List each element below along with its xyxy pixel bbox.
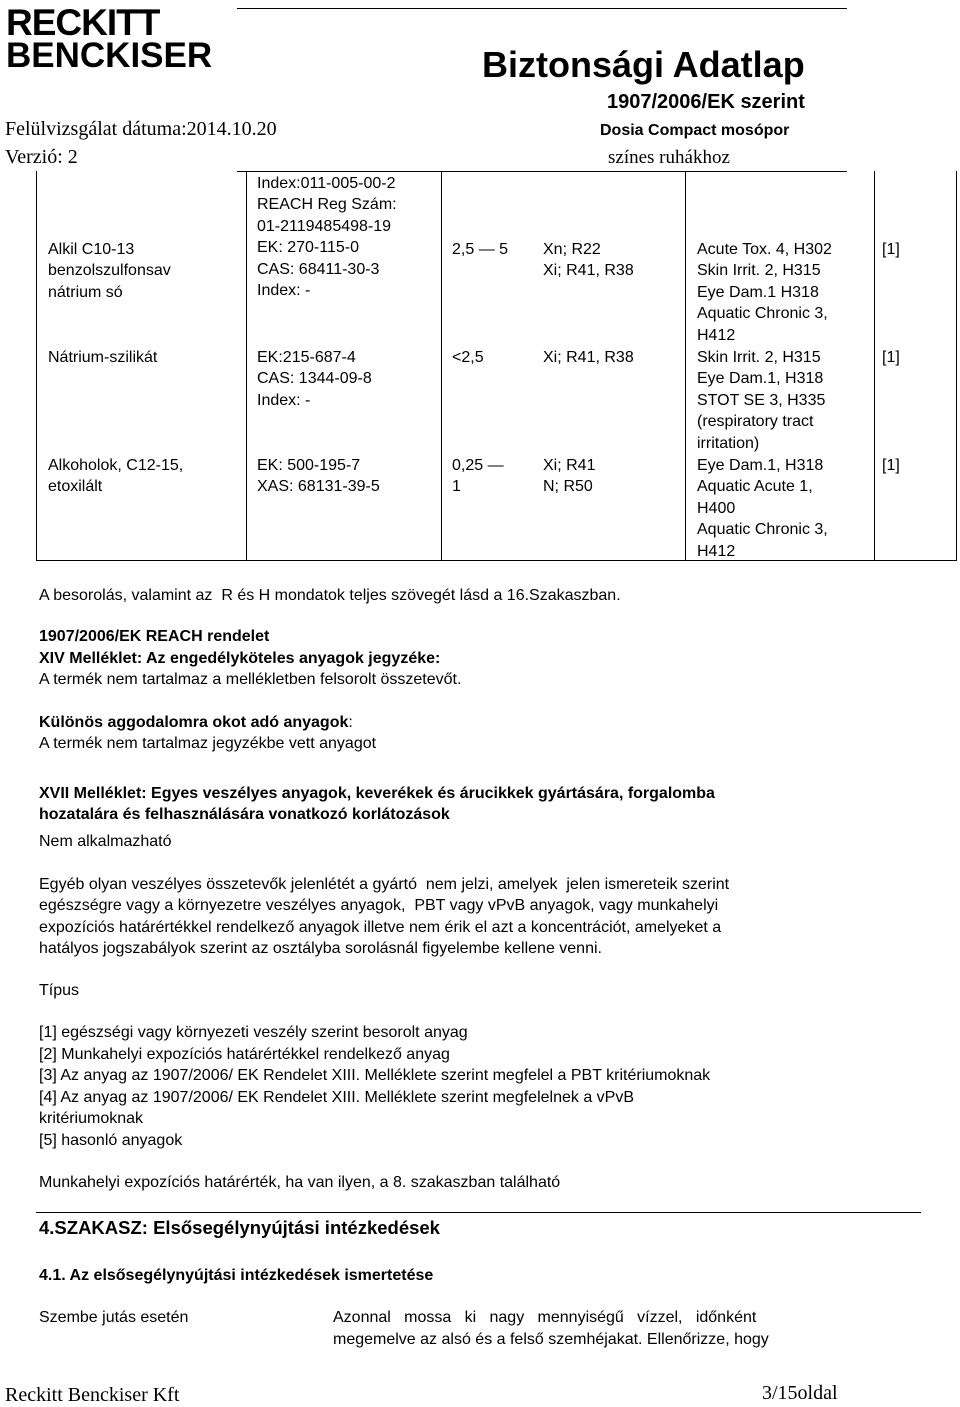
reach-heading: 1907/2006/EK REACH rendelet	[39, 628, 270, 645]
other-hazards-line-3: expozíciós határértékkel rendelkező anyagok illetve nem érik el azt a koncentrációt, amelyeket a	[39, 919, 722, 936]
table-divider	[441, 171, 442, 561]
header-top-rule	[237, 8, 847, 9]
product-name: Dosia Compact mosópor	[600, 122, 790, 139]
type-item: [5] hasonló anyagok	[39, 1132, 183, 1149]
substance-name: Nátrium-szilikát	[48, 349, 158, 366]
table-border	[36, 171, 37, 561]
section-4-1-heading: 4.1. Az elsősegélynyújtási intézkedések ismertetése	[39, 1267, 434, 1284]
clp-classification: Acute Tox. 4, H302 Skin Irrit. 2, H315 Eye Dam.1 H318 Aquatic Chronic 3, H412	[697, 241, 832, 344]
document-title: Biztonsági Adatlap	[482, 44, 805, 85]
eye-contact-text-line-2: megemelve az alsó és a felső szemhéjakat. Ellenőrizze, hogy	[333, 1331, 769, 1348]
type-item: [2] Munkahelyi expozíciós határértékkel rendelkező anyag	[39, 1046, 450, 1063]
note-reference: [1]	[882, 457, 900, 474]
substance-identifiers: EK: 500-195-7 XAS: 68131-39-5	[257, 457, 380, 496]
dsd-classification: Xi; R41, R38	[543, 349, 634, 366]
classification-note: A besorolás, valamint az R és H mondatok teljes szövegét lásd a 16.Szakaszban.	[39, 587, 621, 604]
version-label: Verzió: 2	[5, 146, 78, 168]
table-border	[956, 171, 957, 561]
section-4-heading: 4.SZAKASZ: Elsősegélynyújtási intézkedések	[39, 1217, 440, 1238]
annex14-heading: XIV Melléklet: Az engedélyköteles anyagok jegyzéke:	[39, 650, 441, 667]
regulation-label: 1907/2006/EK szerint	[607, 91, 805, 113]
annex17-heading-line-2: hozatalára és felhasználására vonatkozó korlátozások	[39, 806, 450, 823]
logo-line-2: BENCKISER	[6, 36, 213, 76]
product-variant: színes ruhákhoz	[608, 147, 730, 168]
type-item: [1] egészségi vagy környezeti veszély szerint besorolt anyag	[39, 1024, 468, 1041]
oel-note: Munkahelyi expozíciós határérték, ha van ilyen, a 8. szakaszban található	[39, 1174, 561, 1191]
page-number: 3/15oldal	[762, 1382, 838, 1404]
concentration: <2,5	[452, 349, 484, 366]
company-logo	[6, 2, 213, 76]
type-label: Típus	[39, 982, 80, 999]
concentration: 2,5 — 5	[452, 241, 509, 258]
eye-contact-label: Szembe jutás esetén	[39, 1309, 189, 1326]
type-item: [3] Az anyag az 1907/2006/ EK Rendelet XIII. Melléklete szerint megfelel a PBT kritériumoknak	[39, 1067, 711, 1084]
svhc-heading: Különös aggodalomra okot adó anyagok	[39, 714, 349, 731]
clp-classification: Skin Irrit. 2, H315 Eye Dam.1, H318 STOT SE 3, H335 (respiratory tract irritation)	[697, 349, 826, 452]
table-divider	[874, 171, 875, 561]
concentration: 0,25 — 1	[452, 457, 504, 496]
dsd-classification: Xn; R22 Xi; R41, R38	[543, 241, 634, 280]
table-divider	[685, 171, 686, 561]
substance-identifiers: EK:215-687-4 CAS: 1344-09-8 Index: -	[257, 349, 372, 409]
note-reference: [1]	[882, 241, 900, 258]
footer-company: Reckitt Benckiser Kft	[5, 1384, 180, 1406]
substance-name: Alkoholok, C12-15, etoxilált	[48, 457, 184, 496]
dsd-classification: Xi; R41 N; R50	[543, 457, 596, 496]
composition-table	[36, 171, 957, 561]
annex17-text: Nem alkalmazható	[39, 833, 172, 850]
svhc-text: A termék nem tartalmaz jegyzékbe vett anyagot	[39, 735, 377, 752]
other-hazards-line-4: hatályos jogszabályok szerint az osztályba sorolásnál figyelembe kellene venni.	[39, 940, 602, 957]
svhc-heading-line	[39, 712, 353, 734]
type-item: [4] Az anyag az 1907/2006/ EK Rendelet XIII. Melléklete szerint megfelelnek a vPvB	[39, 1089, 635, 1106]
revision-date: Felülvizsgálat dátuma:2014.10.20	[5, 118, 277, 140]
note-reference: [1]	[882, 349, 900, 366]
section-rule	[36, 1212, 921, 1213]
annex14-text: A termék nem tartalmaz a mellékletben felsorolt összetevőt.	[39, 671, 462, 688]
substance-identifiers: Index:011-005-00-2 REACH Reg Szám: 01-2119485498-19 EK: 270-115-0 CAS: 68411-30-3 Index: -	[257, 175, 397, 300]
type-item: kritériumoknak	[39, 1110, 144, 1127]
other-hazards-line-1: Egyéb olyan veszélyes összetevők jelenlétét a gyártó nem jelzi, amelyek jelen ismereteik szerint	[39, 876, 730, 893]
svhc-colon: :	[348, 714, 353, 731]
substance-name: Alkil C10-13 benzolszulfonsav nátrium só	[48, 241, 171, 301]
annex17-heading-line-1: XVII Melléklet: Egyes veszélyes anyagok, keverékek és árucikkek gyártására, forgalomba	[39, 785, 715, 802]
other-hazards-line-2: egészségre vagy a környezetre veszélyes anyagok, PBT vagy vPvB anyagok, vagy munkahelyi	[39, 897, 719, 914]
eye-contact-text-line-1: Azonnal mossa ki nagy mennyiségű vízzel, időnként	[333, 1309, 757, 1326]
table-divider	[246, 171, 247, 561]
logo-line-1: RECKITT	[6, 2, 160, 43]
clp-classification: Eye Dam.1, H318 Aquatic Acute 1, H400 Aquatic Chronic 3, H412	[697, 457, 828, 560]
